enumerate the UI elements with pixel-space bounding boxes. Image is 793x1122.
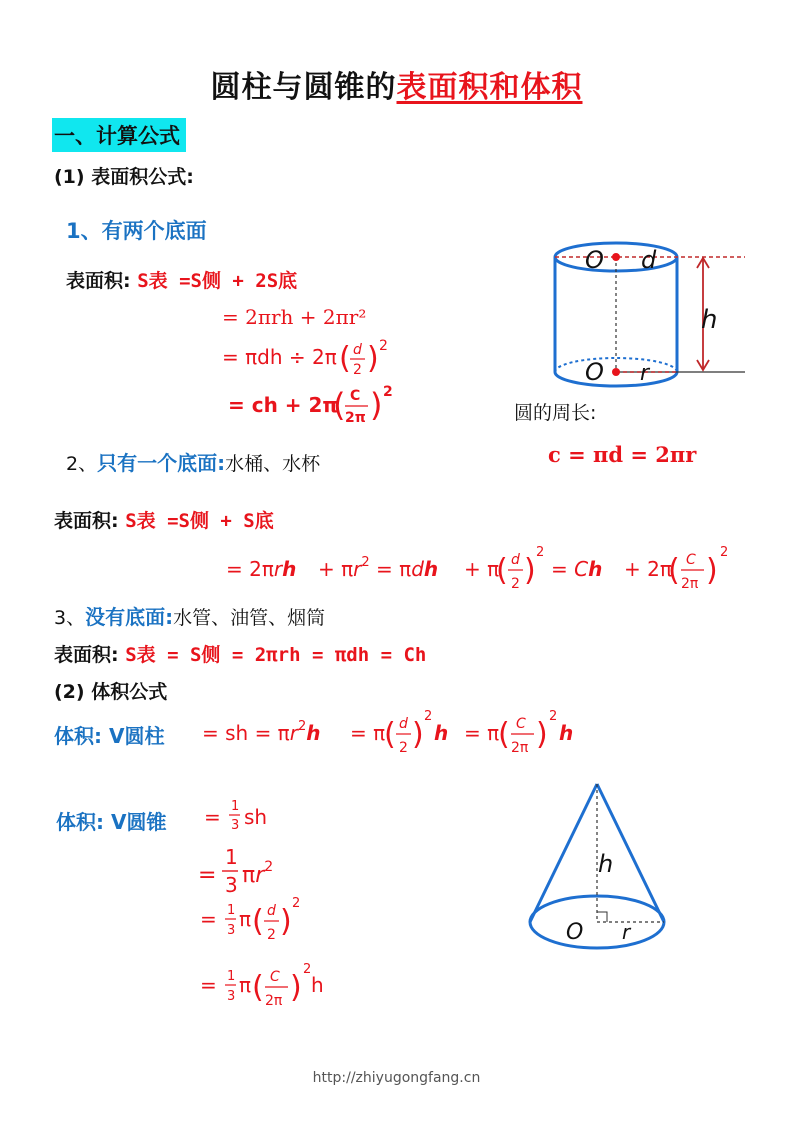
svg-text:h: h: [311, 973, 324, 997]
vol-cyl-label: 体积: V圆柱: [54, 724, 165, 748]
case2-heading: 只有一个底面:: [97, 451, 226, 475]
svg-text:= πdh ÷ 2π: = πdh ÷ 2π: [222, 345, 337, 369]
cyl-label-d: d: [641, 246, 657, 274]
svg-text:3: 3: [231, 818, 240, 833]
case2-heading-line: 2、只有一个底面:水桶、水杯: [66, 451, 321, 475]
circle-note-formula: c = πd = 2πr: [548, 442, 697, 467]
svg-text:+ πr2 = πdh: + $\pi r^2 = \pi dh$: [318, 555, 439, 581]
vol-cone-step2: [200, 894, 310, 950]
svg-text:h: h: [434, 721, 449, 745]
svg-text:3: 3: [225, 873, 238, 897]
svg-text:= Ch: = Ch: [551, 557, 603, 581]
case1-formula: S表 =S侧 + 2S底: [137, 270, 298, 292]
svg-text:h: h: [559, 721, 574, 745]
svg-text:1: 1: [227, 903, 236, 918]
case2-formula: S表 =S侧 + S底: [125, 510, 274, 532]
page-title: [0, 62, 793, 106]
cylinder-figure: [545, 232, 755, 402]
svg-text:= π: = π: [350, 721, 386, 745]
svg-text:1: 1: [227, 969, 236, 984]
svg-text:1: 1: [231, 799, 240, 814]
svg-text:= 2πrh: = 2πrh: [226, 557, 297, 581]
svg-text:= π: = π: [464, 721, 500, 745]
cone-figure: [522, 772, 672, 958]
footer-url[interactable]: http://zhiyugongfang.cn: [312, 1070, 481, 1086]
svg-text:(: (: [498, 717, 510, 752]
svg-text:(: (: [252, 970, 264, 1005]
svg-text:(: (: [496, 553, 508, 588]
svg-text:πr2: $\pi r^2$: [242, 859, 274, 888]
case3-heading: 没有底面:: [85, 605, 174, 629]
svg-text:1: 1: [225, 846, 238, 869]
svg-text:d: d: [267, 903, 276, 919]
svg-text:d: d: [399, 716, 408, 732]
svg-text:(: (: [333, 386, 346, 424]
cone-label-r: r: [622, 920, 631, 944]
case1-step3: [228, 382, 408, 434]
svg-text:2: 2: [353, 362, 362, 378]
case3-examples: 水管、油管、烟筒: [173, 607, 326, 629]
svg-text:3: 3: [227, 989, 236, 1004]
title-part2: 表面积和体积: [396, 70, 583, 105]
svg-text:C: C: [686, 552, 696, 568]
svg-text:2π: 2π: [681, 576, 699, 592]
case1-step1: = 2πrh + 2πr²: [222, 305, 367, 329]
svg-text:= ch + 2π: = ch + 2π: [228, 393, 339, 417]
svg-text:2π: 2π: [265, 993, 283, 1009]
vol-cone-step0: [204, 794, 294, 844]
svg-text:2π: 2π: [511, 740, 529, 756]
svg-text:2: 2: [267, 927, 276, 943]
case3-label: 表面积: S表 = S侧 = 2πrh = πdh = Ch: [54, 644, 427, 666]
svg-text:2: 2: [383, 384, 393, 400]
svg-text:=: =: [204, 805, 221, 829]
cyl-label-h: h: [701, 305, 718, 335]
vol-cyl-math: [202, 706, 582, 758]
volume-subheading: (2) 体积公式: [54, 681, 168, 703]
svg-text:): ): [536, 717, 548, 752]
svg-text:2: 2: [292, 896, 301, 911]
svg-text:2: 2: [303, 962, 312, 977]
svg-text:π: π: [239, 973, 252, 997]
cyl-label-o-top: O: [585, 246, 604, 274]
svg-text:(: (: [252, 904, 264, 939]
title-part1: 圆柱与圆锥的: [210, 70, 397, 105]
vol-cone-step3: [200, 958, 340, 1016]
svg-text:3: 3: [227, 923, 236, 938]
cone-label-o: O: [566, 920, 584, 945]
svg-text:2π: 2π: [345, 410, 366, 426]
svg-text:d: d: [511, 552, 520, 568]
cyl-label-o-bottom: O: [585, 358, 604, 386]
svg-text:(: (: [668, 553, 680, 588]
vol-cone-label: 体积: V圆锥: [56, 810, 167, 834]
svg-text:2: 2: [549, 709, 558, 724]
svg-text:): ): [290, 970, 302, 1005]
svg-text:2: 2: [379, 338, 388, 354]
case1-label: 表面积: S表 =S侧 + 2S底: [66, 270, 298, 292]
case1-step2-math: [222, 338, 402, 382]
svg-text:): ): [524, 553, 536, 588]
svg-text:=: =: [200, 907, 217, 931]
svg-text:): ): [367, 341, 379, 376]
svg-text:d: d: [353, 342, 362, 358]
svg-text:): ): [706, 553, 718, 588]
circle-note-label: 圆的周长:: [514, 402, 597, 424]
case2-step1-math: [226, 542, 736, 594]
svg-text:(: (: [339, 341, 351, 376]
case1-step3-math: [228, 382, 408, 430]
svg-text:): ): [280, 904, 292, 939]
case2-step1: [226, 542, 736, 598]
cyl-label-r: r: [640, 361, 650, 386]
svg-text:C: C: [350, 388, 361, 404]
svg-text:=: =: [198, 863, 217, 888]
case2-examples: 水桶、水杯: [225, 453, 321, 475]
case3-heading-line: 3、没有底面:水管、油管、烟筒: [54, 605, 326, 629]
svg-text:2: 2: [720, 545, 729, 560]
svg-text:C: C: [270, 969, 280, 985]
svg-text:+ π: + π: [464, 557, 500, 581]
svg-text:+ 2π: + 2π: [624, 557, 672, 581]
case1-heading: 1、有两个底面: [66, 219, 207, 243]
case2-label: 表面积: S表 =S侧 + S底: [54, 510, 274, 532]
cone-label-h: h: [598, 850, 614, 878]
svg-text:2: 2: [536, 545, 545, 560]
section-heading: 一、计算公式: [52, 118, 186, 152]
svg-text:=: =: [200, 973, 217, 997]
svg-text:C: C: [516, 716, 526, 732]
svg-text:2: 2: [399, 740, 408, 756]
svg-text:2: 2: [511, 576, 520, 592]
svg-text:(: (: [384, 717, 396, 752]
svg-text:= sh = πr2h: = sh = $\pi r^2h$: [202, 719, 321, 745]
surface-area-subheading: (1) 表面积公式:: [54, 166, 194, 188]
case3-formula: S表 = S侧 = 2πrh = πdh = Ch: [125, 644, 427, 666]
svg-text:π: π: [239, 907, 252, 931]
svg-text:sh: sh: [244, 805, 268, 829]
case1-step2: [222, 338, 402, 387]
vol-cyl-formula: [202, 706, 582, 762]
svg-text:2: 2: [424, 709, 433, 724]
svg-text:): ): [412, 717, 424, 752]
svg-text:): ): [370, 386, 383, 424]
